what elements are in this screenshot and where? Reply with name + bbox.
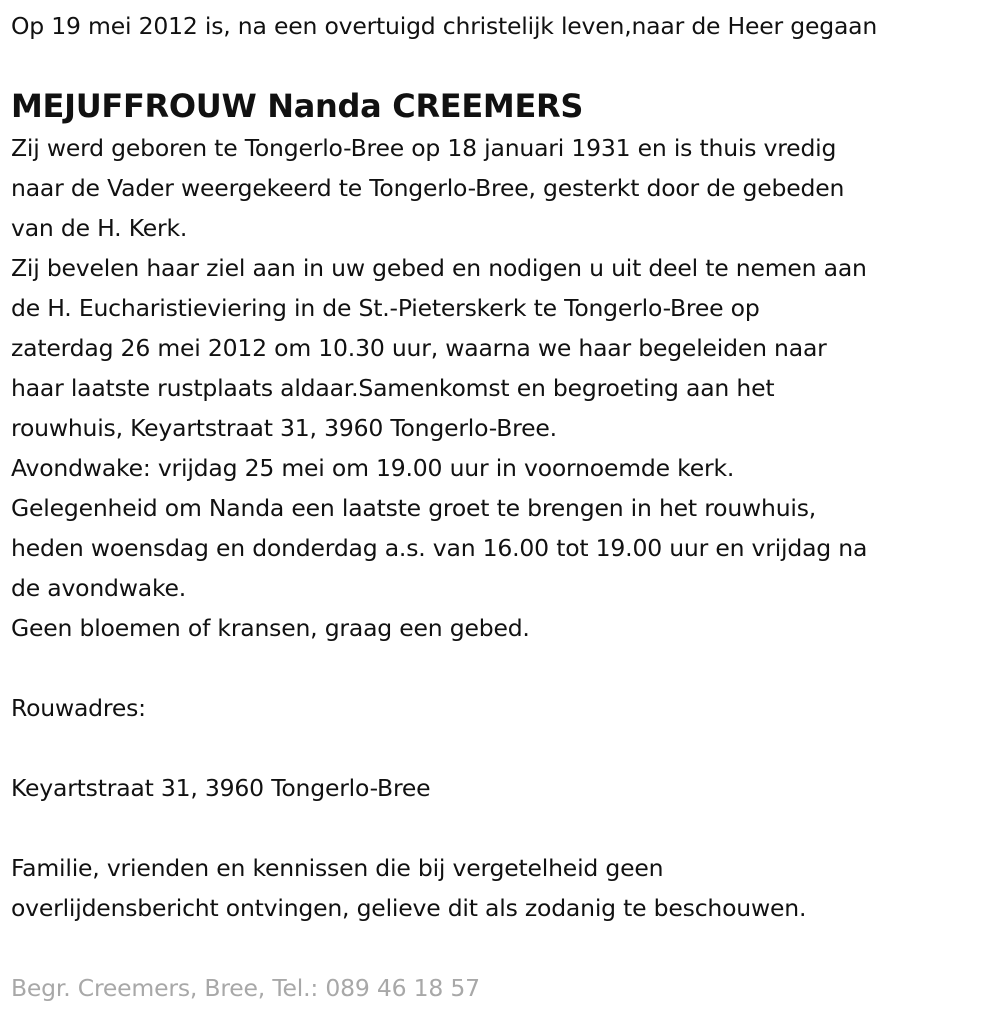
body-line: Zij bevelen haar ziel aan in uw gebed en nodigen u uit deel te nemen aan	[11, 254, 867, 282]
obituary-notice	[11, 0, 996, 1008]
body-line: zaterdag 26 mei 2012 om 10.30 uur, waarna we haar begeleiden naar	[11, 334, 827, 362]
closing-line: overlijdensbericht ontvingen, gelieve dit als zodanig te beschouwen.	[11, 894, 807, 922]
address-label: Rouwadres:	[11, 694, 146, 722]
spacer	[11, 648, 996, 688]
body-line: heden woensdag en donderdag a.s. van 16.00 tot 19.00 uur en vrijdag na	[11, 534, 868, 562]
mourning-address: Keyartstraat 31, 3960 Tongerlo-Bree	[11, 774, 431, 802]
body-line: Avondwake: vrijdag 25 mei om 19.00 uur in voornoemde kerk.	[11, 454, 735, 482]
spacer	[11, 808, 996, 848]
deceased-name: MEJUFFROUW Nanda CREEMERS	[11, 87, 584, 125]
spacer	[11, 728, 996, 768]
closing-text	[11, 848, 996, 928]
body-line: van de H. Kerk.	[11, 214, 188, 242]
spacer	[11, 928, 996, 968]
notice-body	[11, 128, 996, 648]
body-line: naar de Vader weergekeerd te Tongerlo-Bree, gesterkt door de gebeden	[11, 174, 845, 202]
body-line: Zij werd geboren te Tongerlo-Bree op 18 januari 1931 en is thuis vredig	[11, 134, 837, 162]
body-line: rouwhuis, Keyartstraat 31, 3960 Tongerlo-Bree.	[11, 414, 557, 442]
body-line: Gelegenheid om Nanda een laatste groet te brengen in het rouwhuis,	[11, 494, 817, 522]
body-line: Geen bloemen of kransen, graag een gebed.	[11, 614, 530, 642]
body-line: haar laatste rustplaats aldaar.Samenkomst en begroeting aan het	[11, 374, 775, 402]
funeral-home-footer: Begr. Creemers, Bree, Tel.: 089 46 18 57	[11, 974, 480, 1002]
body-line: de H. Eucharistieviering in de St.-Pieterskerk te Tongerlo-Bree op	[11, 294, 760, 322]
body-line: de avondwake.	[11, 574, 187, 602]
closing-line: Familie, vrienden en kennissen die bij vergetelheid geen	[11, 854, 664, 882]
intro-text: Op 19 mei 2012 is, na een overtuigd christelijk leven,naar de Heer gegaan	[11, 12, 878, 40]
